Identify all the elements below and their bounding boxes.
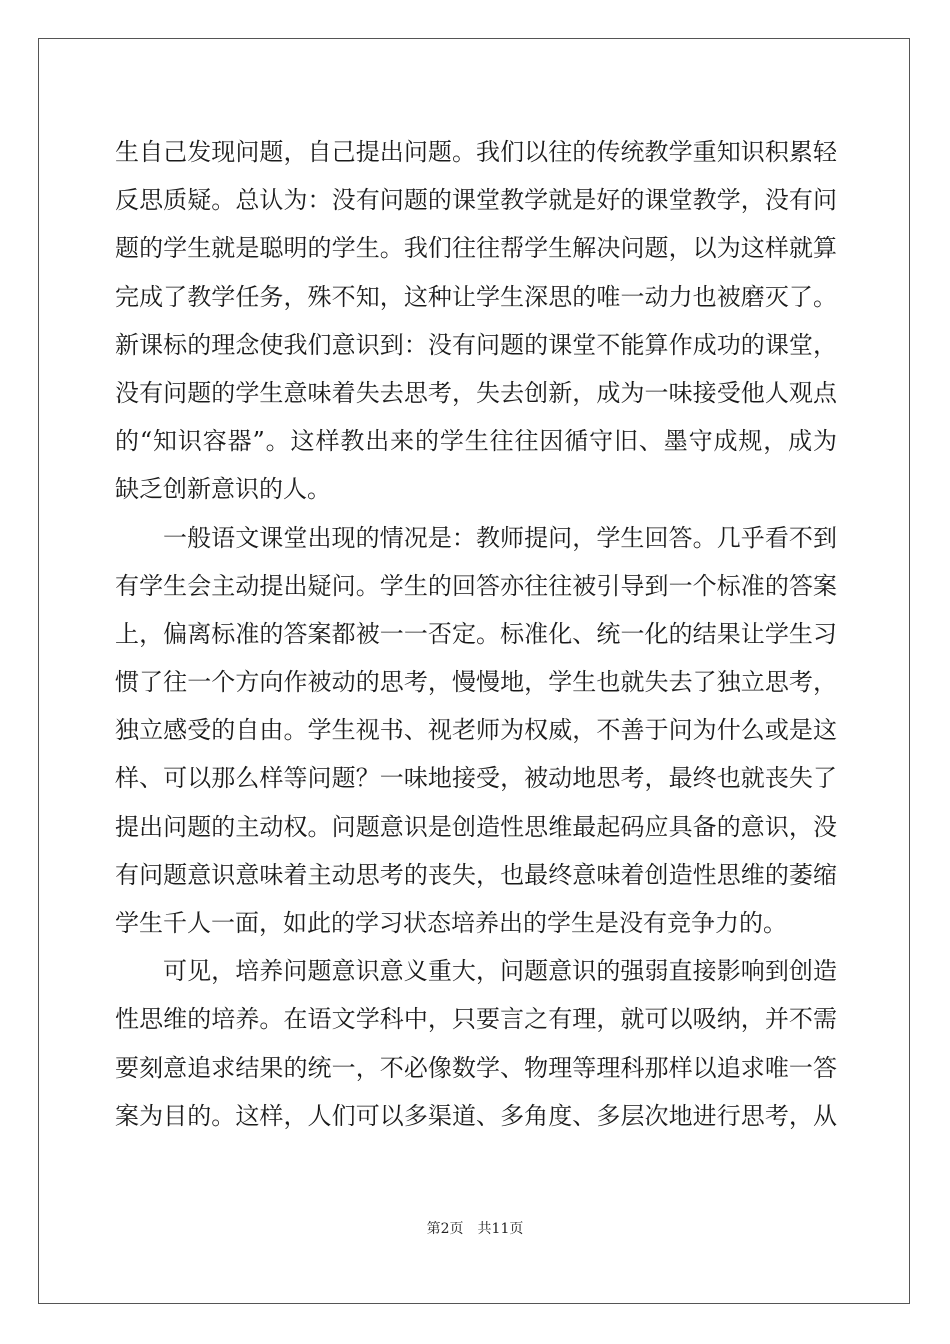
page-total: 共11页 (477, 1221, 524, 1237)
paragraph-3 (115, 947, 837, 1140)
text-line: 学生千人一面，如此的学习状态培养出的学生是没有竞争力的。 (115, 909, 787, 937)
text-line: 一般语文课堂出现的情况是：教师提问，学生回答。几乎看不到 (163, 523, 837, 552)
text-line: 完成了教学任务，殊不知，这种让学生深思的唯一动力也被磨灭了。 (115, 282, 837, 311)
text-line: 性思维的培养。在语文学科中，只要言之有理，就可以吸纳，并不需 (115, 1005, 837, 1034)
paragraph-1 (115, 128, 837, 514)
text-line: 反思质疑。总认为：没有问题的课堂教学就是好的课堂教学，没有问 (115, 186, 837, 215)
text-line: 独立感受的自由。学生视书、视老师为权威，不善于问为什么或是这 (115, 716, 837, 745)
text-line: 的“知识容器”。这样教出来的学生往往因循守旧、墨守成规，成为 (115, 427, 837, 456)
document-body (115, 128, 837, 1140)
text-line: 有问题意识意味着主动思考的丧失，也最终意味着创造性思维的萎缩 (115, 860, 837, 889)
page-footer (0, 1218, 950, 1238)
text-line: 有学生会主动提出疑问。学生的回答亦往往被引导到一个标准的答案 (115, 571, 837, 600)
text-line: 生自己发现问题，自己提出问题。我们以往的传统教学重知识积累轻 (115, 138, 837, 166)
page-number: 第2页 (426, 1221, 464, 1237)
text-line: 新课标的理念使我们意识到：没有问题的课堂不能算作成功的课堂， (115, 330, 837, 359)
text-line: 可见，培养问题意识意义重大，问题意识的强弱直接影响到创造 (163, 957, 837, 986)
text-line: 提出问题的主动权。问题意识是创造性思维最起码应具备的意识，没 (115, 812, 837, 841)
paragraph-2 (115, 514, 837, 948)
text-line: 题的学生就是聪明的学生。我们往往帮学生解决问题，以为这样就算 (115, 234, 837, 263)
text-line: 缺乏创新意识的人。 (115, 475, 331, 504)
text-line: 要刻意追求结果的统一，不必像数学、物理等理科那样以追求唯一答 (115, 1053, 837, 1082)
text-line: 没有问题的学生意味着失去思考，失去创新，成为一味接受他人观点 (115, 378, 837, 407)
text-line: 惯了往一个方向作被动的思考，慢慢地，学生也就失去了独立思考， (115, 668, 837, 697)
text-line: 案为目的。这样，人们可以多渠道、多角度、多层次地进行思考，从 (115, 1101, 837, 1130)
text-line: 样、可以那么样等问题？一味地接受，被动地思考，最终也就丧失了 (115, 764, 837, 793)
text-line: 上，偏离标准的答案都被一一否定。标准化、统一化的结果让学生习 (115, 619, 837, 648)
